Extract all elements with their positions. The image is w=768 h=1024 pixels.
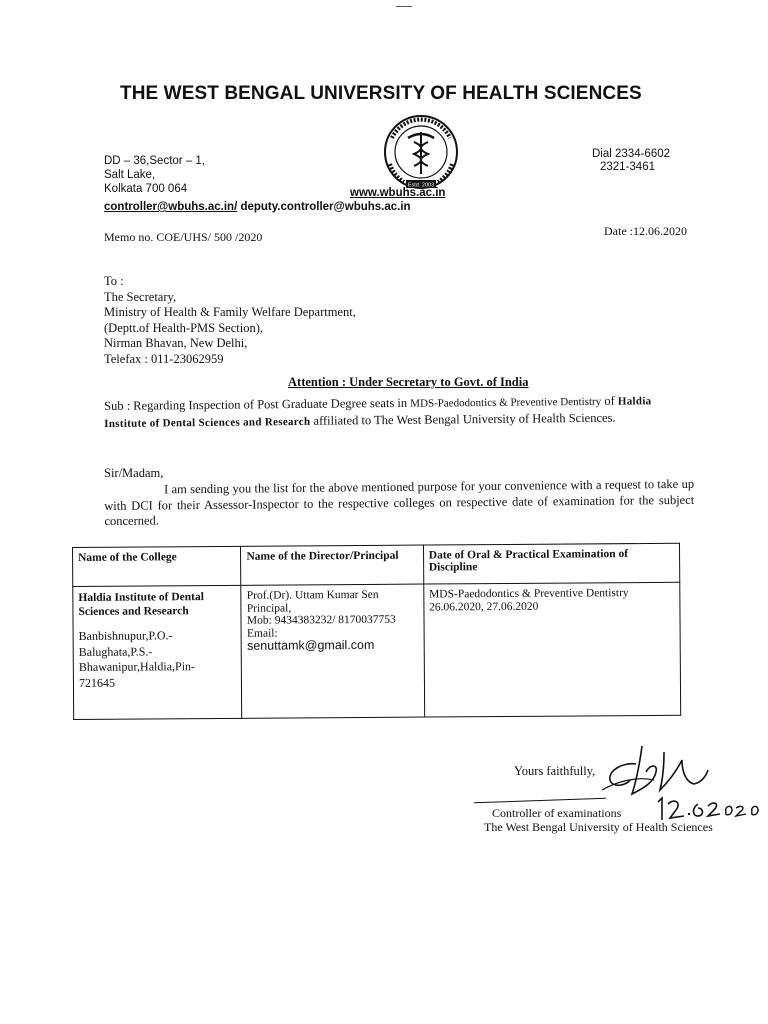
director-line: Mob: 9434383232/ 8170037753 <box>246 613 396 627</box>
director-cell <box>241 584 424 718</box>
website-link[interactable]: www.wbuhs.ac.in <box>350 187 446 199</box>
recipient-line: (Deptt.of Health-PMS Section), <box>104 320 264 335</box>
email-line <box>104 201 411 213</box>
table-row <box>73 582 681 719</box>
inspection-table <box>72 543 681 720</box>
recipient-line: To : <box>104 274 124 288</box>
subject-course: MDS-Paedodontics & Preventive Dentistry <box>410 395 602 410</box>
yours-faithfully: Yours faithfully, <box>514 764 596 778</box>
college-address-line: 721645 <box>78 675 115 690</box>
attention-line: Attention : Under Secretary to Govt. of India <box>288 375 529 389</box>
address-line: Kolkata 700 064 <box>104 183 188 195</box>
subject-institute: Haldia Institute of Dental Sciences and Research <box>104 395 652 430</box>
director-line: Principal, <box>246 601 292 615</box>
exam-dates: 26.06.2020, 27.06.2020 <box>429 600 539 614</box>
college-address-line: Bhawanipur,Haldia,Pin- <box>78 659 196 674</box>
university-address <box>104 154 284 196</box>
college-address <box>79 628 237 691</box>
table-header-exam-date: Date of Oral & Practical Examination of Discipline <box>423 543 680 584</box>
university-title: THE WEST BENGAL UNIVERSITY OF HEALTH SCIENCES <box>120 83 642 104</box>
scan-mark <box>396 6 412 7</box>
signatory-organization: The West Bengal University of Health Sciences <box>484 820 713 834</box>
address-line: Salt Lake, <box>104 169 156 181</box>
body-paragraph: I am sending you the list for the above mentioned purpose for your convenience with a request to take up with DCI for their Assessor-Inspector to the respective colleges on respective date of examination for the subject concerned. <box>104 476 695 528</box>
college-address-line: Balughata,P.S.- <box>78 643 153 659</box>
table-header-college: Name of the College <box>73 546 242 586</box>
controller-email-link[interactable]: controller@wbuhs.ac.in/ <box>104 201 238 213</box>
logo-year: Estd. 2003 <box>407 182 435 189</box>
dial-numbers <box>592 148 702 174</box>
table-header-director: Name of the Director/Principal <box>241 545 424 585</box>
address-line: DD – 36,Sector – 1, <box>104 155 205 167</box>
memo-number: Memo no. COE/UHS/ 500 /2020 <box>104 230 263 244</box>
table-header-row <box>73 543 680 586</box>
subject-prefix: Sub : Regarding Inspection of Post Graduate Degree seats in <box>104 395 411 413</box>
director-line: Email: <box>246 627 278 640</box>
college-name: Haldia Institute of Dental Sciences and Research <box>78 591 204 618</box>
recipient-block <box>104 274 464 367</box>
subject-of: of <box>601 393 618 408</box>
recipient-line: The Secretary, <box>104 289 177 304</box>
signatory-designation: Controller of examinations <box>492 806 622 820</box>
subject-suffix: affiliated to The West Bengal University of Health Sciences. <box>310 410 616 428</box>
director-email-link[interactable]: senuttamk@gmail.com <box>247 637 375 653</box>
signature-icon <box>596 742 768 826</box>
university-logo-icon <box>378 112 464 198</box>
recipient-line: Nirman Bhavan, New Delhi, <box>104 336 248 350</box>
letter-date: Date :12.06.2020 <box>604 224 687 238</box>
signature-line <box>474 798 606 804</box>
recipient-line: Ministry of Health & Family Welfare Department, <box>104 305 356 319</box>
college-cell <box>73 585 242 719</box>
recipient-line: Telefax : 011-23062959 <box>104 351 224 366</box>
director-line: Prof.(Dr). Uttam Kumar Sen <box>246 588 379 602</box>
exam-cell <box>423 582 680 717</box>
exam-discipline: MDS-Paedodontics & Preventive Dentistry <box>429 587 629 601</box>
dial-line: 2321-3461 <box>600 161 655 173</box>
dial-line: Dial 2334-6602 <box>592 148 671 160</box>
subject-paragraph <box>104 393 696 432</box>
deputy-email-link[interactable]: deputy.controller@wbuhs.ac.in <box>237 201 411 213</box>
salutation: Sir/Madam, <box>104 466 164 480</box>
college-address-line: Banbishnupur,P.O.- <box>78 628 173 643</box>
